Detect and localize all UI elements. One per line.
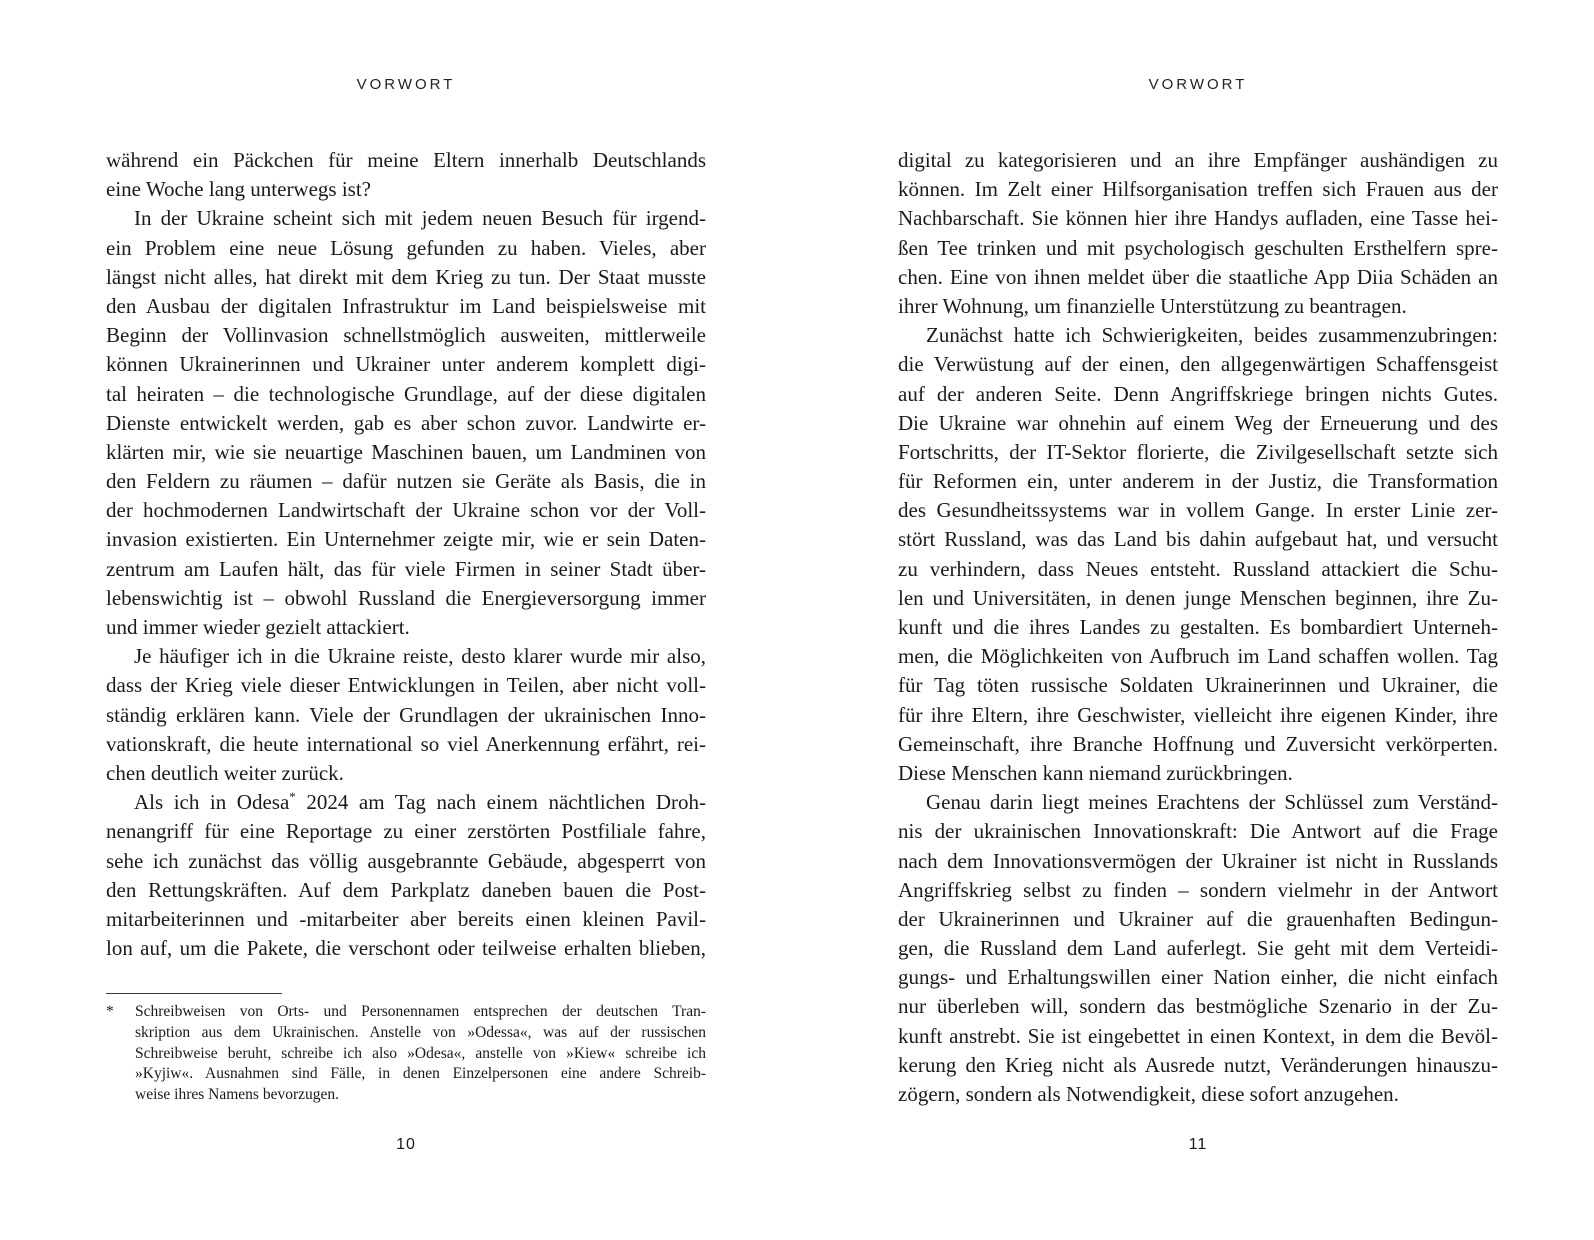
text-line: mitarbeiterinnen und -mitarbeiter aber bereits einen kleinen Pavil- [106, 906, 706, 931]
text-line: längst nicht alles, hat direkt mit dem Krieg zu tun. Der Staat musste [106, 264, 706, 289]
text-line: Die Ukraine war ohnehin auf einem Weg der Erneuerung und des [898, 410, 1498, 435]
text-line: für Tag töten russische Soldaten Ukrainerinnen und Ukrainer, die [898, 673, 1498, 698]
text-line: die Verwüstung auf der einen, den allgegenwärtigen Schaffensgeist [898, 352, 1498, 377]
text-line: gungs- und Erhaltungswillen einer Nation einher, die nicht einfach [898, 965, 1498, 990]
footnote-line: »Kyjiw«. Ausnahmen sind Fälle, in denen Einzelpersonen eine andere Schreib- [135, 1065, 706, 1083]
footnote [106, 1002, 706, 1106]
text-line: men, die Möglichkeiten von Aufbruch im Land schaffen wollen. Tag [898, 644, 1498, 669]
text-line: len und Universitäten, in denen junge Menschen beginnen, ihre Zu- [898, 585, 1498, 610]
text-line [106, 788, 706, 817]
text-line: Nachbarschaft. Sie können hier ihre Handys aufladen, eine Tasse hei- [898, 206, 1498, 231]
body-text [898, 146, 1498, 1109]
text-line: dass der Krieg viele dieser Entwicklungen in Teilen, aber nicht voll- [106, 673, 706, 698]
text-line: nenangriff für eine Reportage zu einer zerstörten Postfiliale fahre, [106, 819, 706, 844]
text-line: lon auf, um die Pakete, die verschont oder teilweise erhalten blieben, [106, 936, 706, 961]
text-line: ßen Tee trinken und mit psychologisch geschulten Ersthelfern spre- [898, 235, 1498, 260]
text-line: kerung den Krieg nicht als Ausrede nutzt, Veränderungen hinauszu- [898, 1052, 1498, 1077]
text-line: den Feldern zu räumen – dafür nutzen sie Geräte als Basis, die in [106, 469, 706, 494]
text-line: kunft und die ihres Landes zu gestalten. Es bombardiert Unterneh- [898, 615, 1498, 639]
text-line: gen, die Russland dem Land auferlegt. Sie geht mit dem Verteidi- [898, 936, 1498, 961]
text-line: tal heiraten – die technologische Grundlage, auf der diese digitalen [106, 381, 706, 406]
running-head: VORWORT [356, 76, 456, 93]
footnote-line: skription aus dem Ukrainischen. Anstelle von »Odessa«, was auf der russischen [135, 1023, 706, 1041]
text-line: eine Woche lang unterwegs ist? [106, 177, 372, 202]
text-line: Angriffskrieg selbst zu finden – sondern vielmehr in der Antwort [898, 877, 1498, 902]
text-line: Fortschritts, der IT-Sektor florierte, die Zivilgesellschaft setzte sich [898, 439, 1498, 464]
footnote-line: Schreibweise beruht, schreibe ich also »Odesa«, anstelle von »Kiew« schreibe ich [135, 1044, 706, 1062]
text-line: ein Problem eine neue Lösung gefunden zu haben. Vieles, aber [106, 235, 706, 260]
text-line: der hochmodernen Landwirtschaft der Ukraine schon vor der Voll- [106, 498, 706, 523]
text-line: In der Ukraine scheint sich mit jedem neuen Besuch für irgend- [134, 206, 706, 231]
page-number: 11 [1188, 1136, 1208, 1153]
text-fragment: Als ich in Odesa [134, 790, 290, 815]
text-line: Genau darin liegt meines Erachtens der Schlüssel zum Verständ- [926, 790, 1498, 815]
text-line: während ein Päckchen für meine Eltern innerhalb Deutschlands [106, 148, 706, 172]
text-line: Diese Menschen kann niemand zurückbringen. [898, 760, 1293, 785]
footnote-line: Schreibweisen von Orts- und Personennamen entsprechen der deutschen Tran- [135, 1003, 706, 1020]
text-line: Dienste entwickelt werden, gab es aber schon zuvor. Landwirte er- [106, 410, 706, 435]
text-line: ständig erklären kann. Viele der Grundlagen der ukrainischen Inno- [106, 702, 706, 727]
text-line: nach dem Innovationsvermögen der Ukrainer ist nicht in Russlands [898, 848, 1498, 873]
text-line: lebenswichtig ist – obwohl Russland die Energieversorgung immer [106, 585, 706, 610]
body-text [106, 146, 706, 963]
text-line: vationskraft, die heute international so viel Anerkennung erfährt, rei- [106, 731, 706, 756]
text-line: invasion existierten. Ein Unternehmer zeigte mir, wie er sein Daten- [106, 527, 706, 552]
footnote-line: weise ihres Namens bevorzugen. [135, 1086, 340, 1104]
text-line: sehe ich zunächst das völlig ausgebrannte Gebäude, abgesperrt von [106, 848, 706, 873]
text-line: chen deutlich weiter zurück. [106, 760, 344, 785]
text-line: des Gesundheitssystems war in vollem Gange. In erster Linie zer- [898, 498, 1498, 523]
text-line: und immer wieder gezielt attackiert. [106, 615, 410, 639]
text-line: Gemeinschaft, ihre Branche Hoffnung und Zuversicht verkörperten. [898, 731, 1498, 756]
page-number: 10 [396, 1136, 416, 1153]
right-page [898, 0, 1498, 1240]
text-line: ihrer Wohnung, um finanzielle Unterstützung zu beantragen. [898, 293, 1407, 318]
text-fragment: 2024 am Tag nach einem nächtlichen Droh- [306, 790, 706, 815]
text-line: Beginn der Vollinvasion schnellstmöglich ausweiten, mittlerweile [106, 323, 706, 348]
text-line: den Rettungskräften. Auf dem Parkplatz daneben bauen die Post- [106, 877, 706, 902]
left-page [106, 0, 706, 1240]
text-line: stört Russland, was das Land bis dahin aufgebaut hat, und versucht [898, 527, 1498, 552]
text-line: kunft anstrebt. Sie ist eingebettet in einen Kontext, in dem die Bevöl- [898, 1023, 1498, 1048]
text-line: können Ukrainerinnen und Ukrainer unter anderem komplett digi- [106, 352, 706, 377]
text-line: zentrum am Laufen hält, das für viele Firmen in seiner Stadt über- [106, 556, 706, 581]
text-line: chen. Eine von ihnen meldet über die staatliche App Diia Schäden an [898, 264, 1498, 289]
text-line: nur überleben will, sondern das bestmögliche Szenario in der Zu- [898, 994, 1498, 1019]
text-line: nis der ukrainischen Innovationskraft: Die Antwort auf die Frage [898, 819, 1498, 844]
text-line: digital zu kategorisieren und an ihre Empfänger aushändigen zu [898, 148, 1498, 172]
text-line: für ihre Eltern, ihre Geschwister, vielleicht ihre eigenen Kinder, ihre [898, 702, 1498, 727]
text-line: für Reformen ein, unter anderem in der Justiz, die Transformation [898, 469, 1498, 494]
footnote-reference: * [289, 789, 296, 805]
footnote-divider [106, 993, 282, 994]
text-line: Je häufiger ich in die Ukraine reiste, desto klarer wurde mir also, [134, 644, 706, 669]
footnote-marker: * [106, 1003, 114, 1020]
text-line: zögern, sondern als Notwendigkeit, diese sofort anzugehen. [898, 1082, 1399, 1106]
text-line: zu verhindern, dass Neues entsteht. Russland attackiert die Schu- [898, 556, 1498, 581]
text-line: auf der anderen Seite. Denn Angriffskriege bringen nichts Gutes. [898, 381, 1498, 406]
running-head: VORWORT [1148, 76, 1248, 93]
text-line: klärten mir, wie sie neuartige Maschinen bauen, um Landminen von [106, 439, 706, 464]
text-line: Zunächst hatte ich Schwierigkeiten, beides zusammenzubringen: [926, 323, 1498, 348]
text-line: können. Im Zelt einer Hilfsorganisation treffen sich Frauen aus der [898, 177, 1498, 202]
text-line: der Ukrainerinnen und Ukrainer auf die grauenhaften Bedingun- [898, 906, 1498, 931]
text-line: den Ausbau der digitalen Infrastruktur im Land beispielsweise mit [106, 293, 706, 318]
